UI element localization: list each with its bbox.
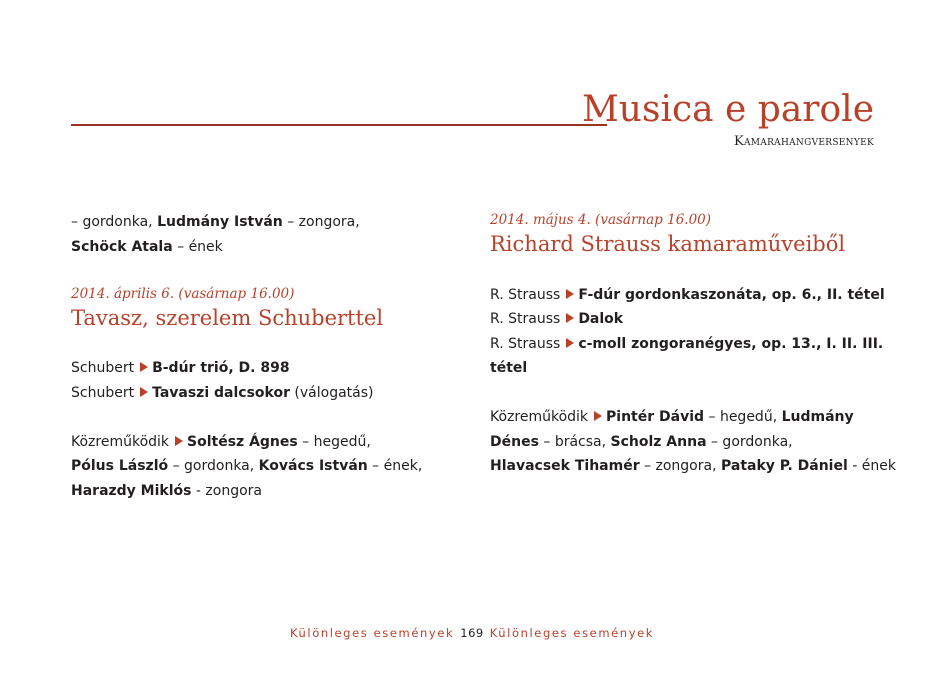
- work-title: c-moll zongoranégyes, op. 13., I. II. III.: [578, 335, 884, 352]
- program-item: [490, 332, 884, 357]
- performer-name: Scholz Anna: [610, 433, 707, 450]
- intro-line: – gordonka, Ludmány István – zongora,: [71, 214, 360, 230]
- work-title: F-dúr gordonkaszonáta, op. 6., II. tétel: [578, 286, 885, 303]
- program-item-continuation: tétel: [490, 360, 528, 376]
- performers-line: Harazdy Miklós - zongora: [71, 482, 263, 499]
- performers-label: Közreműködik: [490, 409, 589, 425]
- triangle-bullet-icon: [566, 313, 574, 323]
- performer-name: Ludmány: [781, 409, 854, 425]
- composer: R. Strauss: [490, 311, 561, 327]
- work-title: Tavaszi dalcsokor: [152, 384, 290, 401]
- work-title: Dalok: [578, 311, 624, 327]
- footer-section-left: Különleges események: [289, 626, 455, 640]
- concert-title: Richard Strauss kamaraműveiből: [490, 232, 846, 256]
- performer-name: Kovács István: [258, 458, 368, 474]
- program-item: Schubert Tavaszi dalcsokor (válogatás): [71, 384, 374, 401]
- triangle-bullet-icon: [566, 289, 574, 299]
- performer-name: Harazdy Miklós: [71, 482, 192, 499]
- composer: R. Strauss: [490, 335, 561, 352]
- triangle-bullet-icon: [566, 338, 574, 348]
- program-item: [71, 356, 466, 381]
- page-footer: [0, 626, 944, 640]
- intro-line: Schöck Atala – ének: [71, 238, 223, 255]
- header-rule: [71, 124, 607, 126]
- performer-name: Pólus László: [71, 458, 169, 474]
- composer: R. Strauss: [490, 286, 561, 303]
- performers-line: Közreműködik Pintér Dávid – hegedű, Ludmány: [490, 409, 854, 425]
- composer: Schubert: [71, 384, 135, 401]
- left-column: [71, 210, 466, 503]
- footer-section-right: Különleges események: [489, 626, 655, 640]
- performer-name: Pataky P. Dániel: [720, 458, 848, 474]
- performer-name: Pintér Dávid: [606, 409, 705, 425]
- triangle-bullet-icon: [140, 387, 148, 397]
- performers-line: Dénes – brácsa, Scholz Anna – gordonka,: [490, 433, 793, 450]
- performer-name: Soltész Ágnes: [187, 433, 298, 450]
- triangle-bullet-icon: [175, 436, 183, 446]
- composer: Schubert: [71, 360, 135, 376]
- concert-date: 2014. április 6. (vasárnap 16.00): [71, 285, 295, 302]
- performer-name: Schöck Atala: [71, 238, 173, 255]
- right-column: [490, 210, 896, 479]
- performers-line: Pólus László – gordonka, Kovács István – ének,: [71, 458, 423, 474]
- page-title: Musica e parole: [581, 89, 874, 130]
- program-item: [490, 283, 885, 308]
- triangle-bullet-icon: [140, 362, 148, 372]
- performer-name: Ludmány István: [157, 214, 283, 230]
- performer-name: Dénes: [490, 433, 539, 450]
- performers-line: Hlavacsek Tihamér – zongora, Pataky P. Dániel - ének: [490, 458, 896, 474]
- page-subtitle: Kamarahangversenyek: [733, 134, 874, 149]
- program-item: [490, 307, 880, 332]
- triangle-bullet-icon: [594, 411, 602, 421]
- performers-label: Közreműködik: [71, 433, 170, 450]
- performers-line: Közreműködik Soltész Ágnes – hegedű,: [71, 433, 371, 450]
- concert-title: Tavasz, szerelem Schuberttel: [71, 305, 384, 330]
- concert-date: 2014. május 4. (vasárnap 16.00): [490, 212, 712, 228]
- work-title: B-dúr trió, D. 898: [152, 360, 290, 376]
- page-number: 169: [460, 626, 484, 640]
- performer-name: Hlavacsek Tihamér: [490, 458, 640, 474]
